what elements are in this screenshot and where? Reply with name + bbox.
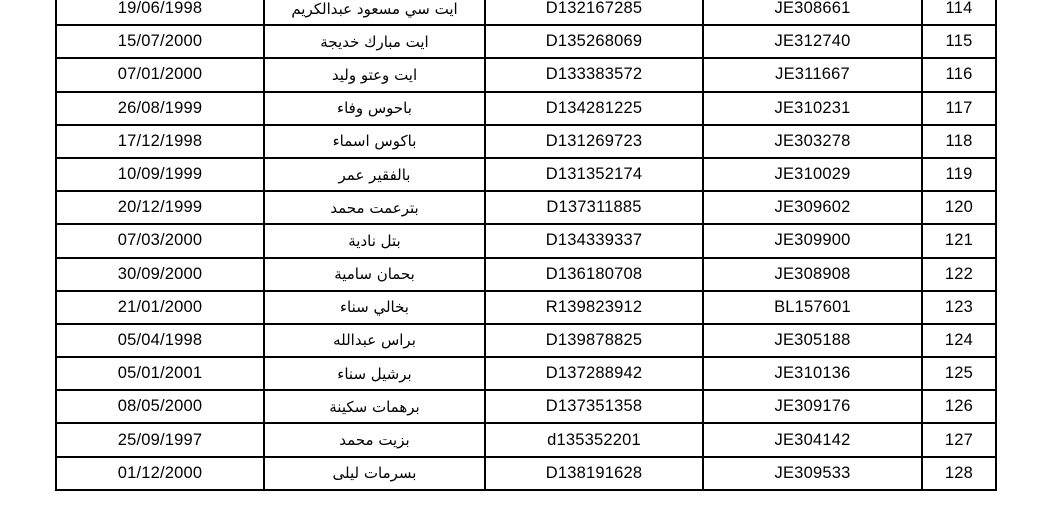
birth-date-cell: 21/01/2000: [56, 291, 264, 324]
student-table-body: [56, 0, 996, 490]
student-code-cell: JE310029: [703, 158, 922, 191]
cne-cell: D137288942: [485, 357, 703, 390]
student-code-cell: JE310231: [703, 92, 922, 125]
student-name-cell: بزيت محمد: [264, 423, 485, 456]
table-row: [56, 423, 996, 456]
birth-date-cell: 10/09/1999: [56, 158, 264, 191]
student-code-cell: JE310136: [703, 357, 922, 390]
table-row: [56, 92, 996, 125]
row-number-cell: 122: [922, 258, 996, 291]
table-row: [56, 58, 996, 91]
student-code-cell: JE309176: [703, 390, 922, 423]
student-table: [55, 0, 997, 491]
row-number-cell: 125: [922, 357, 996, 390]
cne-cell: D139878825: [485, 324, 703, 357]
table-row: [56, 191, 996, 224]
table-row: [56, 224, 996, 257]
cne-cell: D135268069: [485, 25, 703, 58]
student-code-cell: JE304142: [703, 423, 922, 456]
student-name-cell: برهمات سكينة: [264, 390, 485, 423]
cne-cell: D138191628: [485, 457, 703, 490]
student-name-cell: باحوس وفاء: [264, 92, 485, 125]
student-code-cell: JE308908: [703, 258, 922, 291]
student-name-cell: باكوس اسماء: [264, 125, 485, 158]
cne-cell: D134339337: [485, 224, 703, 257]
birth-date-cell: 30/09/2000: [56, 258, 264, 291]
table-row: [56, 125, 996, 158]
table-row: [56, 324, 996, 357]
row-number-cell: 121: [922, 224, 996, 257]
student-name-cell: ايت وعتو وليد: [264, 58, 485, 91]
birth-date-cell: 25/09/1997: [56, 423, 264, 456]
student-code-cell: JE305188: [703, 324, 922, 357]
student-code-cell: JE309900: [703, 224, 922, 257]
student-name-cell: بخالي سناء: [264, 291, 485, 324]
birth-date-cell: 05/01/2001: [56, 357, 264, 390]
cne-cell: D131352174: [485, 158, 703, 191]
birth-date-cell: 05/04/1998: [56, 324, 264, 357]
student-name-cell: ايت سي مسعود عبدالكريم: [264, 0, 485, 25]
cne-cell: D137311885: [485, 191, 703, 224]
cne-cell: D133383572: [485, 58, 703, 91]
student-code-cell: JE309533: [703, 457, 922, 490]
row-number-cell: 128: [922, 457, 996, 490]
row-number-cell: 124: [922, 324, 996, 357]
row-number-cell: 117: [922, 92, 996, 125]
table-row: [56, 0, 996, 25]
table-row: [56, 457, 996, 490]
cne-cell: D132167285: [485, 0, 703, 25]
student-name-cell: بالفقير عمر: [264, 158, 485, 191]
row-number-cell: 115: [922, 25, 996, 58]
birth-date-cell: 08/05/2000: [56, 390, 264, 423]
table-row: [56, 258, 996, 291]
student-code-cell: BL157601: [703, 291, 922, 324]
row-number-cell: 120: [922, 191, 996, 224]
row-number-cell: 127: [922, 423, 996, 456]
cne-cell: d135352201: [485, 423, 703, 456]
student-code-cell: JE309602: [703, 191, 922, 224]
cne-cell: R139823912: [485, 291, 703, 324]
birth-date-cell: 26/08/1999: [56, 92, 264, 125]
cne-cell: D137351358: [485, 390, 703, 423]
table-row: [56, 291, 996, 324]
birth-date-cell: 15/07/2000: [56, 25, 264, 58]
student-name-cell: بحمان سامية: [264, 258, 485, 291]
student-code-cell: JE311667: [703, 58, 922, 91]
row-number-cell: 118: [922, 125, 996, 158]
cne-cell: D131269723: [485, 125, 703, 158]
cne-cell: D134281225: [485, 92, 703, 125]
row-number-cell: 119: [922, 158, 996, 191]
student-name-cell: بترعمت محمد: [264, 191, 485, 224]
birth-date-cell: 01/12/2000: [56, 457, 264, 490]
birth-date-cell: 17/12/1998: [56, 125, 264, 158]
table-row: [56, 25, 996, 58]
birth-date-cell: 07/03/2000: [56, 224, 264, 257]
student-name-cell: بتل نادية: [264, 224, 485, 257]
student-name-cell: برشيل سناء: [264, 357, 485, 390]
student-code-cell: JE303278: [703, 125, 922, 158]
birth-date-cell: 07/01/2000: [56, 58, 264, 91]
student-name-cell: ايت مبارك خديجة: [264, 25, 485, 58]
row-number-cell: 114: [922, 0, 996, 25]
table-row: [56, 390, 996, 423]
birth-date-cell: 19/06/1998: [56, 0, 264, 25]
table-row: [56, 158, 996, 191]
row-number-cell: 126: [922, 390, 996, 423]
cne-cell: D136180708: [485, 258, 703, 291]
student-name-cell: براس عبدالله: [264, 324, 485, 357]
student-code-cell: JE312740: [703, 25, 922, 58]
row-number-cell: 116: [922, 58, 996, 91]
table-row: [56, 357, 996, 390]
birth-date-cell: 20/12/1999: [56, 191, 264, 224]
row-number-cell: 123: [922, 291, 996, 324]
student-name-cell: بسرمات ليلى: [264, 457, 485, 490]
student-code-cell: JE308661: [703, 0, 922, 25]
